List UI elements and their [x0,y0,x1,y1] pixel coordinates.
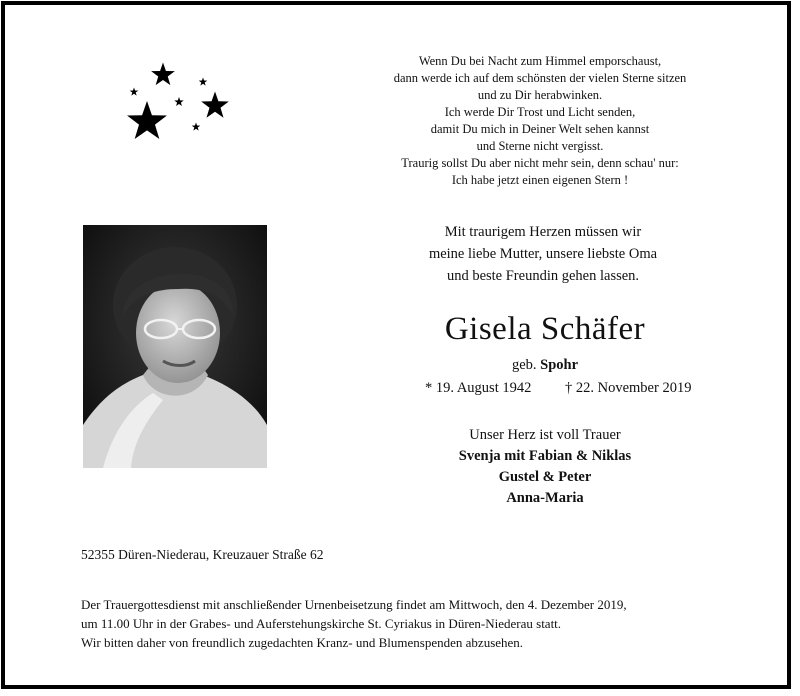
intro-line: Mit traurigem Herzen müssen wir [444,224,642,240]
deceased-name: Gisela Schäfer [444,311,646,347]
poem-line: und zu Dir herabwinken. [477,88,603,102]
death-date: † 22. November 2019 [565,380,692,396]
service-line: Der Trauergottesdienst mit anschließender Urnenbeisetzung findet am Mittwoch, den 4. Dezember 2019, [81,597,627,612]
poem-line: und Sterne nicht vergisst. [476,139,604,153]
mourner-name: Anna-Maria [506,490,584,506]
service-notice [81,595,741,652]
mourner-name: Gustel & Peter [498,469,592,485]
poem-line: damit Du mich in Deiner Welt sehen kannst [430,122,650,136]
service-line: um 11.00 Uhr in der Grabes- und Auferstehungskirche St. Cyriakus in Düren-Niederau statt. [81,616,562,631]
poem-line: dann werde ich auf dem schönsten der vielen Sterne sitzen [393,71,687,85]
maiden-name [405,355,685,375]
star-icon [151,63,175,86]
address: 52355 Düren-Niederau, Kreuzauer Straße 62 [81,547,324,562]
portrait-photo [83,225,267,468]
intro-text [403,221,683,287]
mourner-name: Svenja mit Fabian & Niklas [458,448,632,464]
poem-line: Ich habe jetzt einen eigenen Stern ! [451,173,629,187]
portrait-illustration [83,225,267,468]
maiden-prefix: geb. [511,357,537,373]
star-icon [174,97,184,106]
poem [355,53,725,189]
intro-line: und beste Freundin gehen lassen. [446,268,640,284]
obituary-card [1,1,791,689]
star-icon [130,88,139,96]
intro-line: meine liebe Mutter, unsere liebste Oma [428,246,658,262]
poem-line: Traurig sollst Du aber nicht mehr sein, denn schau' nur: [401,156,679,170]
poem-line: Wenn Du bei Nacht zum Himmel emporschaust, [418,54,662,68]
star-icon [199,78,208,86]
stars-icon [117,60,247,150]
service-line: Wir bitten daher von freundlich zugedachten Kranz- und Blumenspenden abzusehen. [81,635,524,650]
maiden-surname: Spohr [540,357,579,373]
star-icon [192,123,201,131]
mourners [405,425,685,509]
star-icon [127,101,167,139]
poem-line: Ich werde Dir Trost und Licht senden, [444,105,636,119]
star-icon [201,92,229,118]
birth-date: * 19. August 1942 [425,380,532,396]
life-dates [425,377,725,399]
mourners-heading: Unser Herz ist voll Trauer [469,427,621,443]
